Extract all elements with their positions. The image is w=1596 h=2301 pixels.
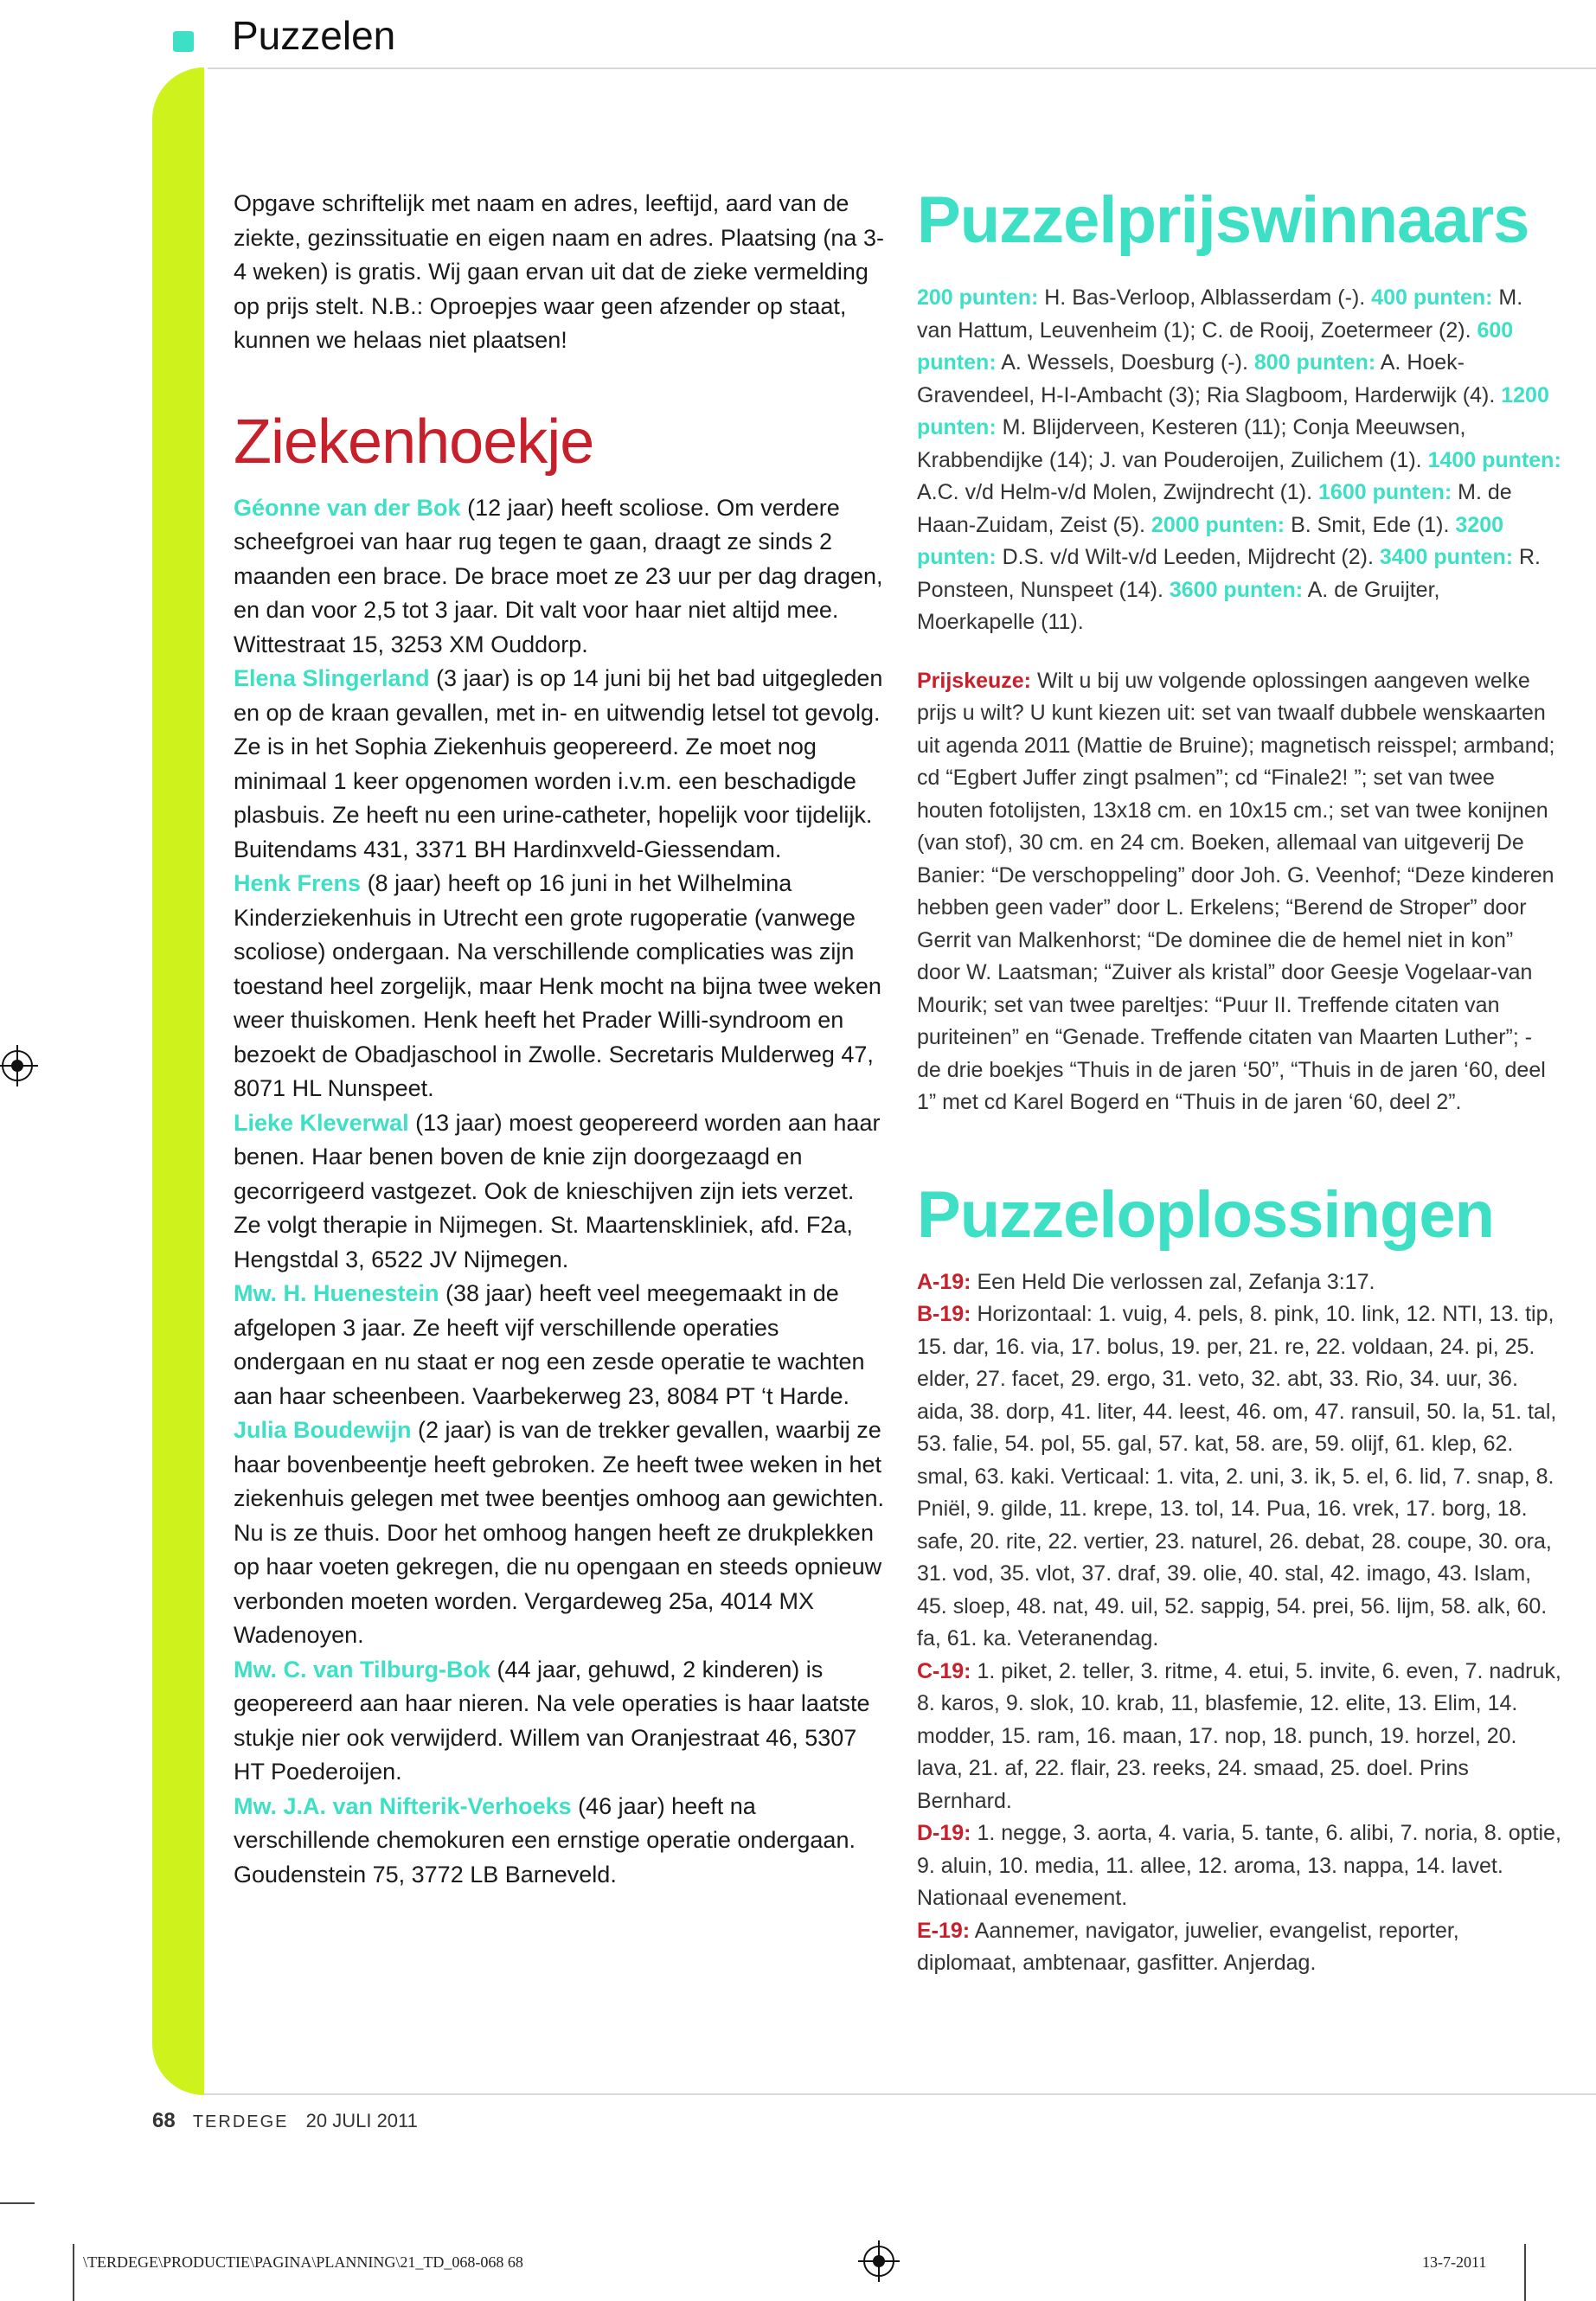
bottom-rule [204, 2093, 1596, 2095]
patient-name: Julia Boudewijn [234, 1417, 412, 1443]
right-column [917, 182, 1561, 1980]
ziekenhoekje-list [234, 491, 888, 1893]
section-title: Puzzelen [232, 13, 396, 58]
solution-label: C-19: [917, 1658, 971, 1683]
patient-name: Mw. H. Huenestein [234, 1280, 439, 1306]
winner-names: M. van Hattum, Leuvenheim (1); C. de Rooij, Zoetermeer (2). [917, 285, 1523, 343]
winner-names: A. Wessels, Doesburg (-). [996, 350, 1254, 375]
solution-item [917, 1298, 1561, 1656]
left-column [234, 187, 888, 1892]
patient-name: Géonne van der Bok [234, 494, 461, 521]
patient-text: (12 jaar) heeft scoliose. Om verdere scheefgroei van haar rug tegen te gaan, draagt ze sinds 2 maanden een brace. De brace moet ze 23 uur per dag dragen, en dan voor 2,5 tot 3 jaar. Dit valt voor haar niet altijd mee. Wittestraat 15, 3253 XM Ouddorp. [234, 494, 883, 657]
ziekenhoekje-item [234, 1413, 888, 1653]
points-label: 2000 punten: [1151, 512, 1285, 537]
points-label: 600 punten: [917, 317, 1514, 375]
points-label: 800 punten: [1253, 350, 1376, 375]
ziekenhoekje-item [234, 491, 888, 663]
points-label: 3200 punten: [917, 512, 1504, 569]
issue-date: 20 JULI 2011 [305, 2110, 418, 2131]
patient-text: (2 jaar) is van de trekker gevallen, waarbij ze haar bovenbeentje heeft gebroken. Ze heeft twee weken in het ziekenhuis gelegen met twee beentjes omhoog aan gewichten. Nu is ze thuis. Door het omhoog hangen heeft ze drukplekken op haar voeten gekregen, die nu opengaan en steeds opnieuw verbonden moeten worden. Vergardeweg 25a, 4014 MX Wadenoyen. [234, 1417, 885, 1648]
prijswinnaars-list [917, 282, 1561, 639]
solution-label: D-19: [917, 1821, 971, 1845]
solution-item [917, 1817, 1561, 1915]
points-label: 1600 punten: [1318, 480, 1452, 504]
solution-text: 1. piket, 2. teller, 3. ritme, 4. etui, 5. invite, 6. even, 7. nadruk, 8. karos, 9. slok, 10. krab, 11, blasfemie, 12. elite, 13. Elim, 14. modder, 15. ram, 16. maan, 17. nop, 18. punch, 19. horzel, 20. lava, 21. af, 22. flair, 23. reeks, 24. smaad, 25. doel. Prins Bernhard. [917, 1658, 1561, 1813]
patient-text: (38 jaar) heeft veel meegemaakt in de afgelopen 3 jaar. Ze heeft vijf verschillende operaties ondergaan en nu staat er nog een zesde operatie te wachten aan haar scheenbeen. Vaarbekerweg 23, 8084 PT ‘t Harde. [234, 1280, 865, 1409]
patient-name: Lieke Kleverwal [234, 1109, 409, 1136]
solution-item [917, 1266, 1561, 1299]
prijskeuze-text: Wilt u bij uw volgende oplossingen aangeven welke prijs u wilt? U kunt kiezen uit: set van twaalf dubbele wenskaarten uit agenda 2011 (Mattie de Bruine); magnetisch reisspel; armband; cd “Egbert Juffer zingt psalmen”; cd “Finale2! ”; set van twee houten fotolijsten, 13x18 cm. en 10x15 cm.; set van twee konijnen (van stof), 30 cm. en 24 cm. Boeken, allemaal van uitgeverij De Banier: “De verschoppeling” door Joh. G. Veenhof; “Deze kinderen hebben geen vader” door L. Erkelens; “Berend de Stroper” door Gerrit van Malkenhorst; “De dominee die de hemel niet in kon” door W. Laatsman; “Zuiver als kristal” door Geesje Vogelaar-van Mourik; set van twee pareltjes: “Puur II. Treffende citaten van puriteinen” en “Genade. Treffende citaten van Maarten Luther”; - de drie boekjes “Thuis in de jaren ‘50”, “Thuis in de jaren ‘60, deel 1” met cd Karel Bogerd en “Thuis in de jaren ‘60, deel 2”. [917, 668, 1555, 1114]
ziekenhoekje-item [234, 662, 888, 867]
decorative-sidebar [152, 67, 204, 2095]
solution-text: Een Held Die verlossen zal, Zefanja 3:17. [971, 1269, 1375, 1294]
crop-mark [73, 2244, 74, 2301]
intro-text: Opgave schriftelijk met naam en adres, leeftijd, aard van de ziekte, gezinssituatie en eigen naam en adres. Plaatsing (na 3-4 weken) is gratis. Wij gaan ervan uit dat de zieke vermelding op prijs stelt. N.B.: Oproepjes waar geen afzender op staat, kunnen we helaas niet plaatsen! [234, 190, 884, 353]
winner-names: D.S. v/d Wilt-v/d Leeden, Mijdrecht (2). [996, 545, 1380, 569]
prijskeuze [917, 665, 1561, 1119]
patient-text: (8 jaar) heeft op 16 juni in het Wilhelmina Kinderziekenhuis in Utrecht een grote rugoperatie (vanwege scoliose) ondergaan. Na verschillende complicaties was zijn toestand heel zorgelijk, maar Henk mocht na bijna twee weken weer thuiskomen. Henk heeft het Prader Willi-syndroom en bezoekt de Obadjaschool in Zwolle. Secretaris Mulderweg 47, 8071 HL Nunspeet. [234, 870, 881, 1101]
section-marker [173, 31, 194, 52]
patient-name: Mw. J.A. van Nifterik-Verhoeks [234, 1792, 572, 1819]
patient-text: (46 jaar) heeft na verschillende chemokuren een ernstige operatie ondergaan. Goudenstein 75, 3772 LB Barneveld. [234, 1792, 856, 1888]
page-footer [152, 2109, 418, 2133]
points-label: 1200 punten: [917, 382, 1549, 439]
winner-names: A. de Gruijter, Moerkapelle (11). [917, 577, 1440, 634]
slug-path: \TERDEGE\PRODUCTIE\PAGINA\PLANNING\21_TD_068-068 68 [83, 2253, 523, 2271]
slug-date: 13-7-2011 [1422, 2253, 1487, 2271]
winner-names: M. de Haan-Zuidam, Zeist (5). [917, 480, 1512, 537]
header-rule [208, 67, 1596, 69]
ziekenhoekje-item [234, 1790, 888, 1893]
patient-name: Elena Slingerland [234, 665, 430, 691]
winner-names: H. Bas-Verloop, Alblasserdam (-). [1038, 285, 1372, 310]
registration-mark-bottom-icon [863, 2246, 894, 2277]
patient-text: (3 jaar) is op 14 juni bij het bad uitgegleden en op de kraan gevallen, met in- en uitwendig letsel tot gevolg. Ze is in het Sophia Ziekenhuis geopereerd. Ze moet nog minimaal 1 keer opgenomen worden i.v.m. een beschadigde plasbuis. Ze heeft nu een urine-catheter, hopelijk voor tijdelijk. Buitendams 431, 3371 BH Hardinxveld-Giessendam. [234, 665, 883, 862]
points-label: 200 punten: [917, 285, 1039, 310]
winner-names: B. Smit, Ede (1). [1285, 512, 1456, 537]
solution-text: Horizontaal: 1. vuig, 4. pels, 8. pink, 10. link, 12. NTI, 13. tip, 15. dar, 16. via, 17. bolus, 19. per, 21. re, 22. voldaan, 24. pi, 25. elder, 27. facet, 29. ergo, 31. veto, 32. abt, 33. Rio, 34. uur, 36. aida, 38. dorp, 41. liter, 44. leest, 46. om, 47. ransuil, 50. la, 51. tal, 53. falie, 54. pol, 55. gal, 57. kat, 58. are, 59. olijf, 61. klep, 62. smal, 63. kaki. Verticaal: 1. vita, 2. uni, 3. ik, 5. el, 6. lid, 7. snap, 8. Pniël, 9. gilde, 11. krepe, 13. tol, 14. Pua, 16. vrek, 17. borg, 18. safe, 20. rite, 22. vertier, 23. naturel, 26. debat, 28. coupe, 30. ora, 31. vod, 35. vlot, 37. draf, 39. olie, 40. stal, 42. imago, 43. Islam, 45. sloep, 48. nat, 49. uil, 52. sappig, 54. prei, 56. lijm, 58. alk, 60. fa, 61. ka. Veteranendag. [917, 1302, 1557, 1650]
patient-text: (13 jaar) moest geopereerd worden aan haar benen. Haar benen boven de knie zijn doorgezaagd en gecorrigeerd vastgezet. Ook de knieschijven zijn iets verzet. Ze volgt therapie in Nijmegen. St. Maartenskliniek, afd. F2a, Hengstdal 3, 6522 JV Nijmegen. [234, 1109, 881, 1272]
oplossingen-title: Puzzeloplossingen [917, 1177, 1495, 1252]
solution-item [917, 1656, 1561, 1818]
winner-names: A. Hoek-Gravendeel, H-I-Ambacht (3); Ria Slagboom, Harderwijk (4). [917, 350, 1502, 407]
crop-mark [1524, 2244, 1526, 2301]
winner-names: R. Ponsteen, Nunspeet (14). [917, 545, 1541, 602]
solution-text: 1. negge, 3. aorta, 4. varia, 5. tante, 6. alibi, 7. noria, 8. optie, 9. aluin, 10. media, 11. allee, 12. aroma, 13. nappa, 14. lavet. Nationaal evenement. [917, 1821, 1561, 1910]
page-number: 68 [152, 2109, 176, 2132]
ziekenhoekje-item [234, 1277, 888, 1413]
patient-text: (44 jaar, gehuwd, 2 kinderen) is geopereerd aan haar nieren. Na vele operaties is haar laatste stukje nier ook verwijderd. Willem van Oranjestraat 46, 5307 HT Poederoijen. [234, 1656, 870, 1785]
points-label: 3400 punten: [1379, 545, 1514, 569]
ziekenhoekje-item [234, 1653, 888, 1790]
ziekenhoekje-item [234, 867, 888, 1106]
solution-label: A-19: [917, 1269, 971, 1294]
solution-label: B-19: [917, 1302, 971, 1326]
winner-names: A.C. v/d Helm-v/d Molen, Zwijndrecht (1). [917, 480, 1319, 504]
solution-label: E-19: [917, 1918, 971, 1943]
winner-names: M. Blijderveen, Kesteren (11); Conja Meeuwsen, Krabbendijke (14); J. van Pouderoijen, Zuilichem (1). [917, 415, 1466, 472]
registration-mark-left-icon [2, 1050, 33, 1081]
ziekenhoekje-item [234, 1106, 888, 1278]
magazine-name: TERDEGE [192, 2112, 289, 2131]
patient-name: Henk Frens [234, 870, 362, 896]
prijswinnaars-title: Puzzelprijswinnaars [917, 183, 1529, 257]
patient-name: Mw. C. van Tilburg-Bok [234, 1656, 491, 1682]
oplossingen-list [917, 1266, 1561, 1980]
points-label: 400 punten: [1371, 285, 1493, 310]
points-label: 1400 punten: [1427, 447, 1561, 472]
ziekenhoekje-title: Ziekenhoekje [234, 407, 594, 477]
solution-text: Aannemer, navigator, juwelier, evangelist, reporter, diplomaat, ambtenaar, gasfitter. Anjerdag. [917, 1918, 1459, 1975]
points-label: 3600 punten: [1169, 577, 1304, 602]
crop-mark [0, 2202, 35, 2204]
solution-item [917, 1915, 1561, 1980]
prijskeuze-label: Prijskeuze: [917, 668, 1032, 693]
